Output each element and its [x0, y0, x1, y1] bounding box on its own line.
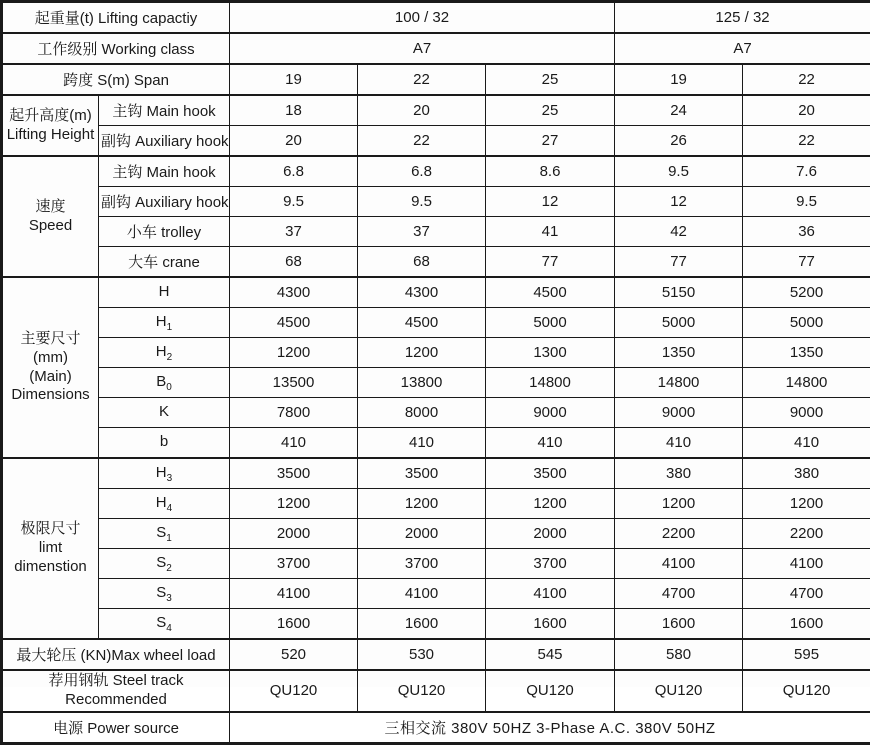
- span-value: 22: [358, 64, 486, 95]
- row-limit-S4: [2, 609, 870, 640]
- dimension-symbol: K: [99, 398, 230, 428]
- capacity-value-group1: 100 / 32: [230, 2, 615, 34]
- steel-track-value: QU120: [743, 670, 870, 712]
- dimension-value: 1200: [486, 489, 615, 519]
- dimension-value: 4300: [358, 277, 486, 308]
- speed-group-label: [2, 156, 99, 277]
- dimension-value: 1200: [615, 489, 743, 519]
- dimension-value: 4700: [743, 579, 870, 609]
- height-value: 20: [358, 95, 486, 126]
- row-steel-track: [2, 670, 870, 712]
- span-label: 跨度 S(m) Span: [2, 64, 230, 95]
- dimension-value: 1350: [743, 338, 870, 368]
- dimension-symbol: $H_3$: [99, 458, 230, 489]
- speed-value: 9.5: [230, 187, 358, 217]
- dimension-value: 4100: [358, 579, 486, 609]
- row-limit-S3: [2, 579, 870, 609]
- dimension-value: 380: [615, 458, 743, 489]
- dimension-value: 3700: [486, 549, 615, 579]
- speed-group-en: Speed: [5, 217, 96, 236]
- limit-dim-line: limt: [5, 539, 96, 558]
- dimension-value: 2000: [358, 519, 486, 549]
- wheel-load-value: 580: [615, 639, 743, 670]
- main-hook-label: 主钩 Main hook: [99, 156, 230, 187]
- dimension-value: 5150: [615, 277, 743, 308]
- height-value: 26: [615, 126, 743, 157]
- row-dim-B0: [2, 368, 870, 398]
- working-class-value-group1: A7: [230, 33, 615, 64]
- dimension-value: 1200: [358, 489, 486, 519]
- steel-track-value: QU120: [486, 670, 615, 712]
- dimension-value: 410: [358, 428, 486, 459]
- dimension-value: 14800: [486, 368, 615, 398]
- dimension-value: 9000: [743, 398, 870, 428]
- dimension-symbol: H: [99, 277, 230, 308]
- height-value: 20: [743, 95, 870, 126]
- dimension-value: 2000: [230, 519, 358, 549]
- dimension-value: 380: [743, 458, 870, 489]
- dimension-value: 1200: [743, 489, 870, 519]
- aux-hook-label: 副钩 Auxiliary hook: [99, 126, 230, 157]
- dimension-value: 1600: [743, 609, 870, 640]
- dimension-value: 1600: [358, 609, 486, 640]
- speed-group-zh: 速度: [5, 198, 96, 217]
- speed-value: 7.6: [743, 156, 870, 187]
- row-lifting-capacity: [2, 2, 870, 34]
- row-limit-H4: [2, 489, 870, 519]
- dimension-value: 410: [743, 428, 870, 459]
- main-dim-line: (Main): [5, 368, 96, 387]
- speed-value: 6.8: [230, 156, 358, 187]
- main-dim-line: (mm): [5, 349, 96, 368]
- row-max-wheel-load: [2, 639, 870, 670]
- steel-track-label: [2, 670, 230, 712]
- dimension-value: 4100: [486, 579, 615, 609]
- dimension-value: 410: [230, 428, 358, 459]
- row-working-class: [2, 33, 870, 64]
- dimension-value: 4100: [743, 549, 870, 579]
- max-wheel-load-label: 最大轮压 (KN)Max wheel load: [2, 639, 230, 670]
- dimension-value: 5200: [743, 277, 870, 308]
- trolley-label: 小车 trolley: [99, 217, 230, 247]
- row-dim-H1: [2, 308, 870, 338]
- dimension-symbol: $S_3$: [99, 579, 230, 609]
- dimension-value: 14800: [743, 368, 870, 398]
- lifting-height-group-label: [2, 95, 99, 156]
- capacity-value-group2: 125 / 32: [615, 2, 870, 34]
- span-value: 19: [230, 64, 358, 95]
- dimension-value: 410: [486, 428, 615, 459]
- speed-value: 37: [358, 217, 486, 247]
- dimension-value: 2200: [615, 519, 743, 549]
- working-class-label: 工作级别 Working class: [2, 33, 230, 64]
- row-dim-H2: [2, 338, 870, 368]
- height-value: 22: [358, 126, 486, 157]
- dimension-symbol: b: [99, 428, 230, 459]
- working-class-value-group2: A7: [615, 33, 870, 64]
- dimension-value: 4100: [615, 549, 743, 579]
- steel-track-value: QU120: [230, 670, 358, 712]
- lifting-capacity-label: 起重量(t) Lifting capactiy: [2, 2, 230, 34]
- steel-track-value: QU120: [358, 670, 486, 712]
- limit-dim-line: 极限尺寸: [5, 520, 96, 539]
- speed-value: 12: [486, 187, 615, 217]
- dimension-symbol: $H_4$: [99, 489, 230, 519]
- dimension-symbol: $S_1$: [99, 519, 230, 549]
- dimension-value: 3500: [230, 458, 358, 489]
- speed-value: 77: [615, 247, 743, 278]
- row-speed-main-hook: [2, 156, 870, 187]
- dimension-symbol: $B_0$: [99, 368, 230, 398]
- wheel-load-value: 545: [486, 639, 615, 670]
- span-value: 19: [615, 64, 743, 95]
- dimension-symbol: $H_2$: [99, 338, 230, 368]
- dimension-value: 1200: [230, 338, 358, 368]
- row-speed-aux-hook: [2, 187, 870, 217]
- dimension-value: 5000: [743, 308, 870, 338]
- dimension-value: 1200: [358, 338, 486, 368]
- dimension-value: 4500: [486, 277, 615, 308]
- speed-value: 9.5: [615, 156, 743, 187]
- row-dim-H: [2, 277, 870, 308]
- dimension-value: 4700: [615, 579, 743, 609]
- speed-value: 9.5: [743, 187, 870, 217]
- wheel-load-value: 595: [743, 639, 870, 670]
- dimension-value: 14800: [615, 368, 743, 398]
- dimension-value: 13500: [230, 368, 358, 398]
- dimension-value: 1600: [486, 609, 615, 640]
- row-lifting-height-aux: [2, 126, 870, 157]
- crane-label: 大车 crane: [99, 247, 230, 278]
- row-span: [2, 64, 870, 95]
- dimension-value: 7800: [230, 398, 358, 428]
- row-limit-S1: [2, 519, 870, 549]
- main-hook-label: 主钩 Main hook: [99, 95, 230, 126]
- row-limit-H3: [2, 458, 870, 489]
- limit-dim-line: dimenstion: [5, 558, 96, 577]
- dimension-value: 410: [615, 428, 743, 459]
- dimension-symbol: $S_2$: [99, 549, 230, 579]
- dimension-value: 3500: [358, 458, 486, 489]
- height-value: 27: [486, 126, 615, 157]
- dimension-value: 1600: [230, 609, 358, 640]
- dimension-value: 4500: [230, 308, 358, 338]
- row-speed-crane: [2, 247, 870, 278]
- lifting-height-group-zh: 起升高度(m): [5, 107, 96, 126]
- dimension-value: 1300: [486, 338, 615, 368]
- height-value: 24: [615, 95, 743, 126]
- dimension-value: 3700: [358, 549, 486, 579]
- speed-value: 42: [615, 217, 743, 247]
- speed-value: 41: [486, 217, 615, 247]
- speed-value: 36: [743, 217, 870, 247]
- height-value: 18: [230, 95, 358, 126]
- dimension-value: 4300: [230, 277, 358, 308]
- dimension-value: 4100: [230, 579, 358, 609]
- row-dim-b: [2, 428, 870, 459]
- height-value: 20: [230, 126, 358, 157]
- row-dim-K: [2, 398, 870, 428]
- speed-value: 37: [230, 217, 358, 247]
- dimension-value: 9000: [486, 398, 615, 428]
- lifting-height-group-en: Lifting Height: [5, 126, 96, 145]
- aux-hook-label: 副钩 Auxiliary hook: [99, 187, 230, 217]
- speed-value: 9.5: [358, 187, 486, 217]
- main-dimensions-group-label: [2, 277, 99, 458]
- dimension-value: 1600: [615, 609, 743, 640]
- speed-value: 12: [615, 187, 743, 217]
- limit-dimensions-group-label: [2, 458, 99, 639]
- speed-value: 8.6: [486, 156, 615, 187]
- dimension-value: 2200: [743, 519, 870, 549]
- speed-value: 6.8: [358, 156, 486, 187]
- speed-value: 68: [358, 247, 486, 278]
- main-dim-line: Dimensions: [5, 386, 96, 405]
- dimension-symbol: $H_1$: [99, 308, 230, 338]
- row-limit-S2: [2, 549, 870, 579]
- steel-track-label-zh: 荐用钢轨 Steel track: [5, 672, 227, 691]
- main-dim-line: 主要尺寸: [5, 330, 96, 349]
- dimension-symbol: $S_4$: [99, 609, 230, 640]
- dimension-value: 3700: [230, 549, 358, 579]
- dimension-value: 9000: [615, 398, 743, 428]
- dimension-value: 8000: [358, 398, 486, 428]
- dimension-value: 13800: [358, 368, 486, 398]
- dimension-value: 4500: [358, 308, 486, 338]
- span-value: 25: [486, 64, 615, 95]
- power-source-value: 三相交流 380V 50HZ 3-Phase A.C. 380V 50HZ: [230, 712, 870, 744]
- dimension-value: 5000: [486, 308, 615, 338]
- speed-value: 68: [230, 247, 358, 278]
- dimension-value: 1350: [615, 338, 743, 368]
- steel-track-value: QU120: [615, 670, 743, 712]
- dimension-value: 5000: [615, 308, 743, 338]
- speed-value: 77: [743, 247, 870, 278]
- row-speed-trolley: [2, 217, 870, 247]
- steel-track-label-en: Recommended: [5, 691, 227, 710]
- span-value: 22: [743, 64, 870, 95]
- wheel-load-value: 530: [358, 639, 486, 670]
- height-value: 22: [743, 126, 870, 157]
- dimension-value: 3500: [486, 458, 615, 489]
- height-value: 25: [486, 95, 615, 126]
- speed-value: 77: [486, 247, 615, 278]
- power-source-label: 电源 Power source: [2, 712, 230, 744]
- dimension-value: 2000: [486, 519, 615, 549]
- wheel-load-value: 520: [230, 639, 358, 670]
- row-power-source: [2, 712, 870, 744]
- row-lifting-height-main: [2, 95, 870, 126]
- dimension-value: 1200: [230, 489, 358, 519]
